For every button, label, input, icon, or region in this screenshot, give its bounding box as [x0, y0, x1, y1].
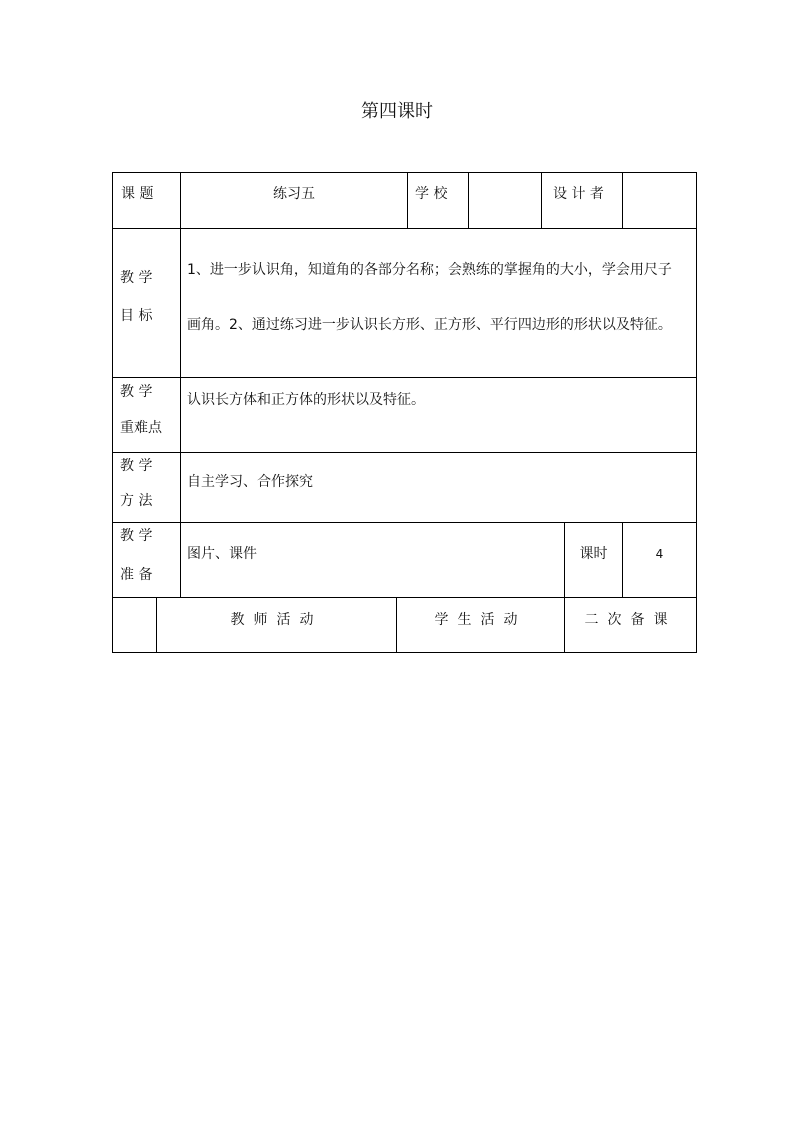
table-rule	[696, 172, 697, 653]
key-points-label-line2: 重难点	[120, 420, 162, 436]
table-rule	[112, 652, 697, 653]
key-points-text: 认识长方体和正方体的形状以及特征。	[187, 392, 425, 408]
table-rule	[112, 228, 697, 229]
objectives-label-line2: 目 标	[120, 308, 153, 324]
topic-value: 练习五	[273, 186, 315, 202]
methods-text: 自主学习、合作探究	[187, 474, 313, 490]
table-rule	[112, 172, 697, 173]
table-rule	[407, 172, 408, 228]
table-rule	[112, 522, 697, 523]
preparation-text: 图片、课件	[187, 546, 257, 562]
teacher-activity-header: 教师活动	[230, 612, 323, 628]
table-rule	[180, 172, 181, 597]
hours-value: 4	[655, 547, 664, 561]
school-label: 学 校	[415, 186, 448, 202]
objectives-text-line2: 画角。2、通过练习进一步认识长方形、正方形、平行四边形的形状以及特征。	[187, 317, 672, 333]
table-rule	[541, 172, 542, 228]
preparation-label-line1: 教 学	[120, 528, 153, 544]
preparation-label-line2: 准 备	[120, 567, 153, 583]
objectives-label-line1: 教 学	[120, 270, 153, 286]
table-rule	[112, 377, 697, 378]
hours-label: 课时	[579, 546, 608, 562]
table-rule	[112, 172, 113, 653]
table-rule	[112, 452, 697, 453]
page-title: 第四课时	[361, 101, 433, 122]
key-points-label-line1: 教 学	[120, 384, 153, 400]
student-activity-header: 学生活动	[434, 612, 527, 628]
methods-label-line1: 教 学	[120, 458, 153, 474]
table-rule	[468, 172, 469, 228]
methods-label-line2: 方 法	[120, 493, 153, 509]
topic-label: 课 题	[121, 186, 154, 202]
designer-label: 设 计 者	[553, 186, 604, 202]
table-rule	[112, 597, 697, 598]
table-rule	[622, 172, 623, 228]
review-header: 二次备课	[584, 612, 677, 628]
objectives-text-line1: 1、进一步认识角，知道角的各部分名称；会熟练的掌握角的大小，学会用尺子	[187, 262, 672, 278]
